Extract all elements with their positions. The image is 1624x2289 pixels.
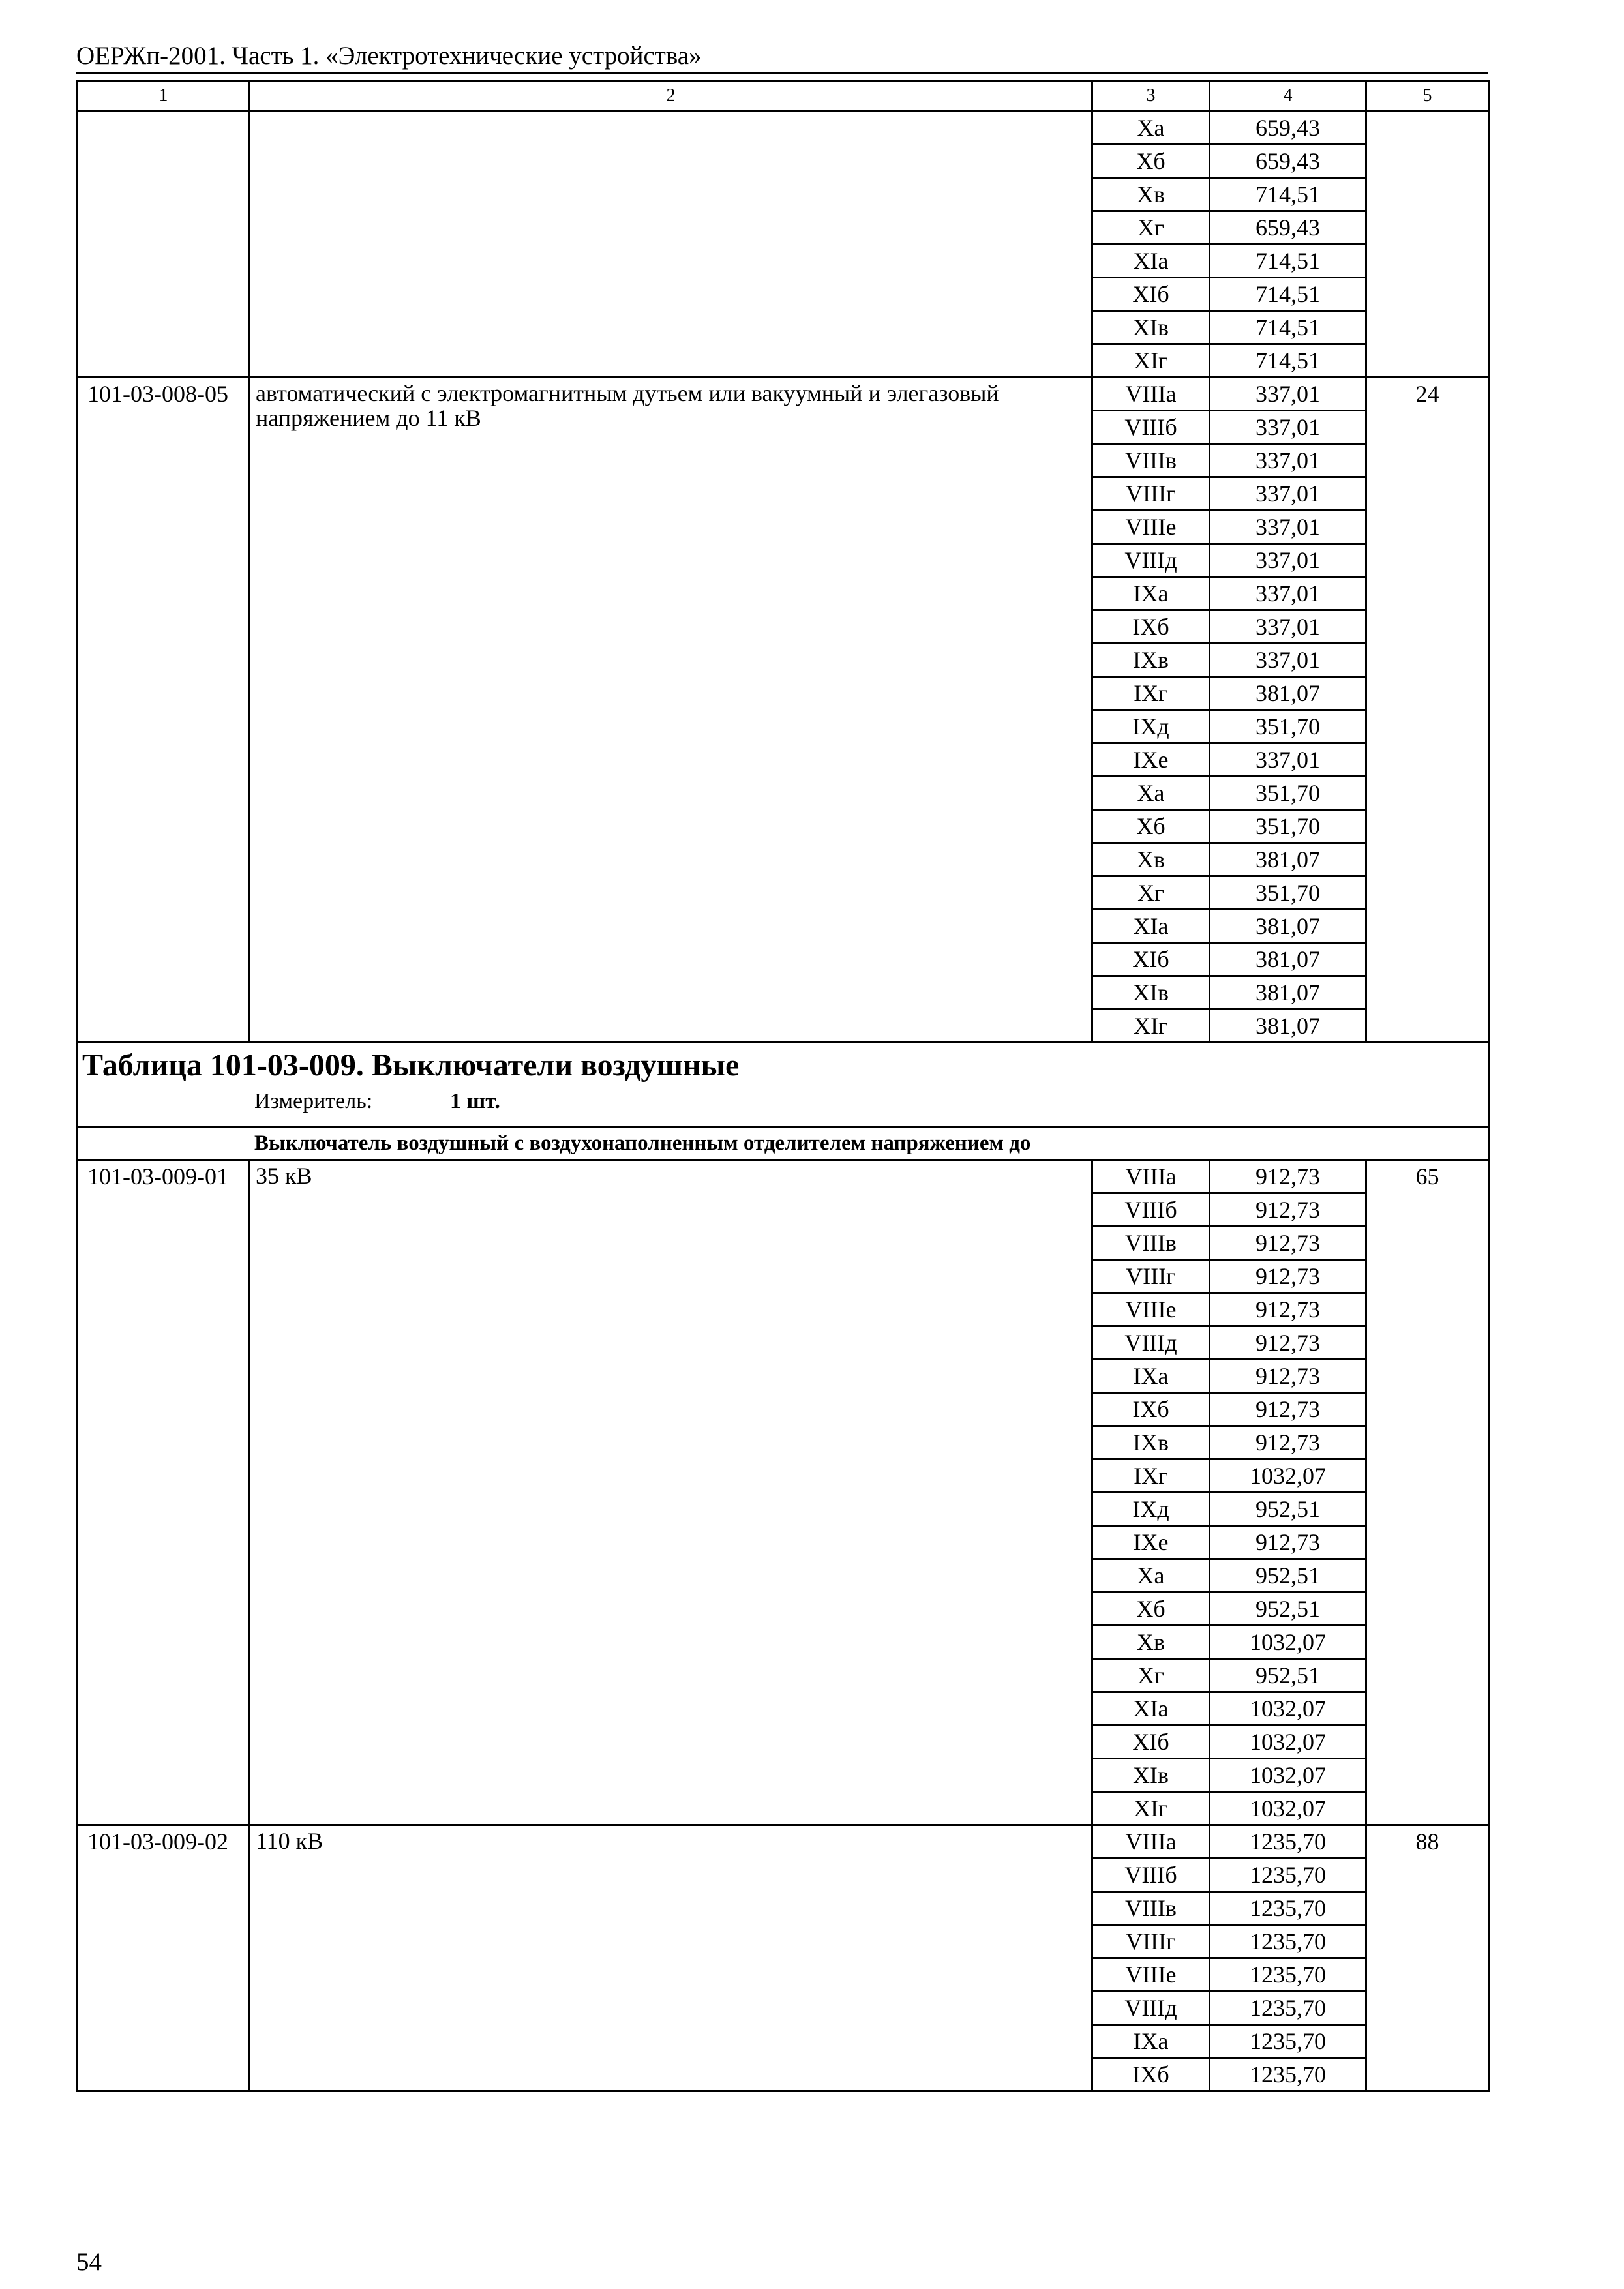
price-value: 1235,70 bbox=[1210, 1958, 1366, 1992]
price-value: 952,51 bbox=[1210, 1659, 1366, 1692]
territory-category: VIIIд bbox=[1092, 1992, 1210, 2025]
column-number-3: 3 bbox=[1092, 81, 1210, 112]
column-number-5: 5 bbox=[1366, 81, 1489, 112]
price-value: 337,01 bbox=[1210, 477, 1366, 511]
table-row bbox=[78, 1825, 1489, 1859]
labor-value: 88 bbox=[1366, 1825, 1489, 2091]
price-value: 912,73 bbox=[1210, 1393, 1366, 1426]
territory-category: VIIIг bbox=[1092, 477, 1210, 511]
price-value: 351,70 bbox=[1210, 876, 1366, 910]
price-value: 337,01 bbox=[1210, 743, 1366, 777]
territory-category: VIIIе bbox=[1092, 1958, 1210, 1992]
territory-category: IXa bbox=[1092, 2025, 1210, 2058]
price-value: 912,73 bbox=[1210, 1326, 1366, 1360]
price-value: 1032,07 bbox=[1210, 1759, 1366, 1792]
territory-category: XIa bbox=[1092, 245, 1210, 278]
price-value: 1235,70 bbox=[1210, 1825, 1366, 1859]
page-header-title: ОЕРЖп-2001. Часть 1. «Электротехнические устройства» bbox=[76, 42, 702, 70]
price-value: 1032,07 bbox=[1210, 1792, 1366, 1825]
measure-unit: 1 шт. bbox=[450, 1089, 500, 1113]
price-value: 337,01 bbox=[1210, 511, 1366, 544]
price-value: 912,73 bbox=[1210, 1360, 1366, 1393]
table-title-row bbox=[78, 1043, 1489, 1127]
price-value: 337,01 bbox=[1210, 577, 1366, 610]
price-value: 714,51 bbox=[1210, 245, 1366, 278]
item-description: 35 кВ bbox=[250, 1160, 1092, 1825]
item-description: автоматический с электромагнитным дутьем или вакуумный и элегазовый напряжением до 11 кВ bbox=[250, 378, 1092, 1043]
labor-value: 24 bbox=[1366, 378, 1489, 1043]
territory-category: IXa bbox=[1092, 577, 1210, 610]
price-value: 381,07 bbox=[1210, 677, 1366, 710]
price-value: 912,73 bbox=[1210, 1293, 1366, 1326]
table-row bbox=[78, 378, 1489, 411]
price-value: 337,01 bbox=[1210, 411, 1366, 444]
price-value: 912,73 bbox=[1210, 1227, 1366, 1260]
territory-category: XIa bbox=[1092, 910, 1210, 943]
table-row bbox=[78, 1160, 1489, 1193]
column-number-4: 4 bbox=[1210, 81, 1366, 112]
territory-category: VIIIб bbox=[1092, 411, 1210, 444]
territory-category: VIIIб bbox=[1092, 1193, 1210, 1227]
territory-category: XIг bbox=[1092, 1792, 1210, 1825]
price-value: 714,51 bbox=[1210, 344, 1366, 378]
territory-category: IXб bbox=[1092, 1393, 1210, 1426]
territory-category: Xг bbox=[1092, 211, 1210, 245]
price-value: 1235,70 bbox=[1210, 2058, 1366, 2091]
price-value: 337,01 bbox=[1210, 444, 1366, 477]
price-value: 381,07 bbox=[1210, 943, 1366, 976]
territory-category: XIв bbox=[1092, 311, 1210, 344]
territory-category: XIб bbox=[1092, 943, 1210, 976]
price-value: 1235,70 bbox=[1210, 2025, 1366, 2058]
territory-category: VIIIв bbox=[1092, 444, 1210, 477]
territory-category: VIIIг bbox=[1092, 1925, 1210, 1958]
labor-value: 65 bbox=[1366, 1160, 1489, 1825]
subheading: Выключатель воздушный с воздухонаполненным отделителем напряжением до bbox=[78, 1127, 1489, 1160]
territory-category: IXе bbox=[1092, 743, 1210, 777]
price-value: 337,01 bbox=[1210, 544, 1366, 577]
price-value: 714,51 bbox=[1210, 278, 1366, 311]
territory-category: XIб bbox=[1092, 278, 1210, 311]
price-value: 912,73 bbox=[1210, 1426, 1366, 1459]
price-value: 337,01 bbox=[1210, 610, 1366, 644]
price-value: 952,51 bbox=[1210, 1593, 1366, 1626]
item-description bbox=[250, 112, 1092, 378]
territory-category: VIIIе bbox=[1092, 511, 1210, 544]
price-value: 351,70 bbox=[1210, 710, 1366, 743]
territory-category: Xв bbox=[1092, 1626, 1210, 1659]
territory-category: XIб bbox=[1092, 1726, 1210, 1759]
price-value: 659,43 bbox=[1210, 112, 1366, 145]
price-value: 912,73 bbox=[1210, 1160, 1366, 1193]
rates-table bbox=[76, 80, 1490, 2092]
table-row bbox=[78, 112, 1489, 145]
territory-category: VIIIе bbox=[1092, 1293, 1210, 1326]
territory-category: XIв bbox=[1092, 976, 1210, 1010]
price-value: 1235,70 bbox=[1210, 1992, 1366, 2025]
territory-category: Xг bbox=[1092, 876, 1210, 910]
price-value: 952,51 bbox=[1210, 1559, 1366, 1593]
price-value: 1032,07 bbox=[1210, 1692, 1366, 1726]
rates-table-body bbox=[78, 81, 1489, 2091]
territory-category: Xг bbox=[1092, 1659, 1210, 1692]
price-value: 1032,07 bbox=[1210, 1726, 1366, 1759]
price-value: 351,70 bbox=[1210, 810, 1366, 843]
price-value: 912,73 bbox=[1210, 1260, 1366, 1293]
item-code: 101-03-008-05 bbox=[78, 378, 250, 1043]
territory-category: Xa bbox=[1092, 777, 1210, 810]
measure-label: Измеритель: bbox=[254, 1089, 373, 1113]
item-description: 110 кВ bbox=[250, 1825, 1092, 2091]
price-value: 1032,07 bbox=[1210, 1459, 1366, 1493]
price-value: 912,73 bbox=[1210, 1526, 1366, 1559]
price-value: 714,51 bbox=[1210, 311, 1366, 344]
territory-category: Xб bbox=[1092, 1593, 1210, 1626]
price-value: 952,51 bbox=[1210, 1493, 1366, 1526]
price-value: 337,01 bbox=[1210, 644, 1366, 677]
territory-category: Xб bbox=[1092, 810, 1210, 843]
table-header-row bbox=[78, 81, 1489, 112]
territory-category: VIIIд bbox=[1092, 1326, 1210, 1360]
item-code bbox=[78, 112, 250, 378]
territory-category: IXд bbox=[1092, 1493, 1210, 1526]
price-value: 659,43 bbox=[1210, 211, 1366, 245]
price-value: 1032,07 bbox=[1210, 1626, 1366, 1659]
price-value: 1235,70 bbox=[1210, 1892, 1366, 1925]
price-value: 351,70 bbox=[1210, 777, 1366, 810]
territory-category: XIг bbox=[1092, 344, 1210, 378]
page-number: 54 bbox=[76, 2248, 102, 2276]
territory-category: VIIIв bbox=[1092, 1227, 1210, 1260]
territory-category: IXв bbox=[1092, 644, 1210, 677]
territory-category: XIв bbox=[1092, 1759, 1210, 1792]
territory-category: IXв bbox=[1092, 1426, 1210, 1459]
price-value: 381,07 bbox=[1210, 1010, 1366, 1043]
territory-category: IXб bbox=[1092, 2058, 1210, 2091]
price-value: 381,07 bbox=[1210, 976, 1366, 1010]
territory-category: Xa bbox=[1092, 112, 1210, 145]
territory-category: IXг bbox=[1092, 677, 1210, 710]
territory-category: VIIIб bbox=[1092, 1859, 1210, 1892]
territory-category: IXг bbox=[1092, 1459, 1210, 1493]
item-code: 101-03-009-01 bbox=[78, 1160, 250, 1825]
territory-category: Xв bbox=[1092, 178, 1210, 211]
territory-category: IXa bbox=[1092, 1360, 1210, 1393]
territory-category: Xв bbox=[1092, 843, 1210, 876]
territory-category: IXе bbox=[1092, 1526, 1210, 1559]
table-title-cell bbox=[78, 1043, 1489, 1127]
territory-category: VIIIд bbox=[1092, 544, 1210, 577]
territory-category: XIг bbox=[1092, 1010, 1210, 1043]
column-number-2: 2 bbox=[250, 81, 1092, 112]
territory-category: VIIIв bbox=[1092, 1892, 1210, 1925]
price-value: 381,07 bbox=[1210, 843, 1366, 876]
territory-category: IXд bbox=[1092, 710, 1210, 743]
price-value: 1235,70 bbox=[1210, 1925, 1366, 1958]
price-value: 337,01 bbox=[1210, 378, 1366, 411]
territory-category: VIIIa bbox=[1092, 378, 1210, 411]
column-number-1: 1 bbox=[78, 81, 250, 112]
header-rule bbox=[76, 72, 1488, 74]
territory-category: Xб bbox=[1092, 145, 1210, 178]
territory-category: XIa bbox=[1092, 1692, 1210, 1726]
item-code: 101-03-009-02 bbox=[78, 1825, 250, 2091]
price-value: 912,73 bbox=[1210, 1193, 1366, 1227]
measure-line bbox=[82, 1086, 1484, 1116]
price-value: 381,07 bbox=[1210, 910, 1366, 943]
territory-category: IXб bbox=[1092, 610, 1210, 644]
price-value: 659,43 bbox=[1210, 145, 1366, 178]
price-value: 1235,70 bbox=[1210, 1859, 1366, 1892]
price-value: 714,51 bbox=[1210, 178, 1366, 211]
territory-category: Xa bbox=[1092, 1559, 1210, 1593]
territory-category: VIIIa bbox=[1092, 1160, 1210, 1193]
territory-category: VIIIг bbox=[1092, 1260, 1210, 1293]
table-title: Таблица 101-03-009. Выключатели воздушные bbox=[82, 1048, 740, 1083]
subheading-row bbox=[78, 1127, 1489, 1160]
territory-category: VIIIa bbox=[1092, 1825, 1210, 1859]
labor-value bbox=[1366, 112, 1489, 378]
